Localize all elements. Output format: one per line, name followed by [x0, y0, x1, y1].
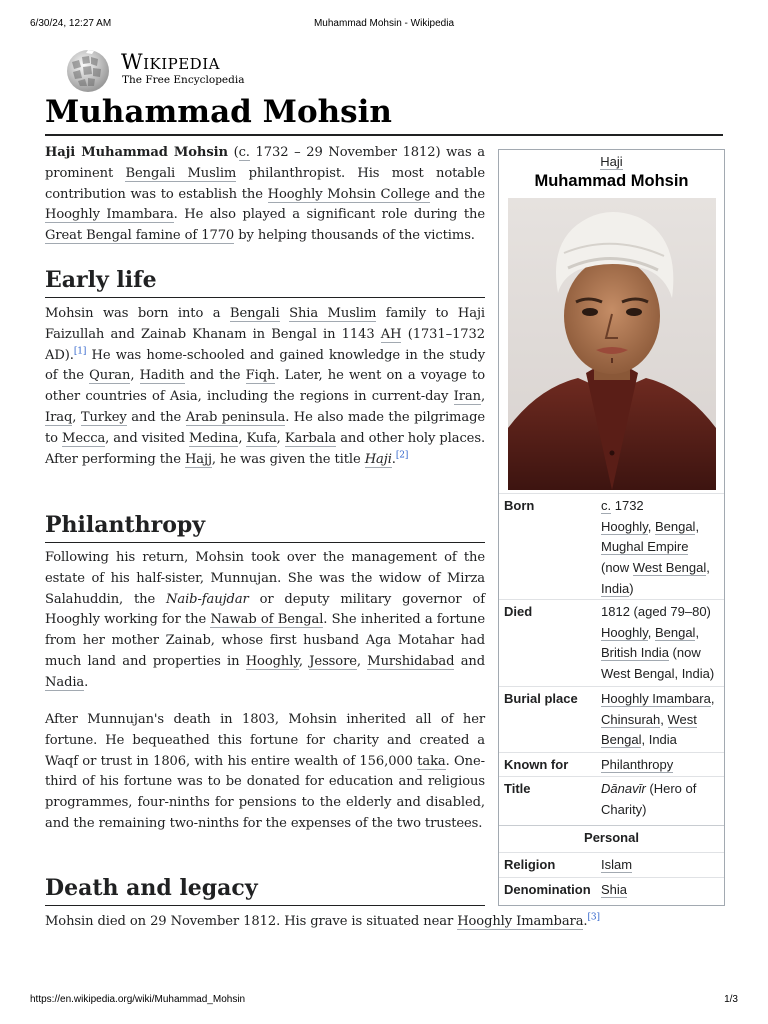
hooghly-link[interactable]: Hooghly — [245, 653, 299, 669]
born-india-link[interactable]: India — [601, 580, 630, 596]
kufa-link[interactable]: Kufa — [246, 430, 277, 446]
print-title: Muhammad Mohsin - Wikipedia — [313, 18, 455, 29]
born-value: c. 1732 Hooghly, Bengal, Mughal Empire (now West Bengal, India) — [601, 498, 710, 596]
infobox-title: Muhammad Mohsin — [534, 172, 689, 190]
philanthropy-paragraph-2: After Munnujan's death in 1803, Mohsin inherited all of her fortune. He bequeathed this fortune for charity and created a Waqf or trust in 1806, with his entire wealth of 156,000 taka. One-third of his fortune was to be donated for education and religious programmes, four-ninths for pensions to the elderly and disabled, and the remaining two-ninths for the expenses of the two trustees. — [45, 712, 485, 831]
taka-link[interactable]: taka — [417, 753, 446, 769]
born-hooghly-link[interactable]: Hooghly — [601, 518, 648, 534]
iraq-link[interactable]: Iraq — [45, 409, 73, 425]
infobox-row-died — [499, 599, 724, 686]
infobox-honorific — [499, 154, 724, 169]
infobox-row-religion — [499, 852, 724, 877]
chinsurah-link[interactable]: Chinsurah — [601, 711, 661, 727]
west-bengal-link[interactable]: West Bengal — [632, 560, 707, 576]
infobox-personal-header: Personal — [499, 825, 724, 850]
died-value: 1812 (aged 79–80) Hooghly, Bengal, British India (now West Bengal, India) — [601, 604, 715, 682]
died-hooghly-link[interactable]: Hooghly — [601, 624, 648, 640]
mughal-empire-link[interactable]: Mughal Empire — [601, 539, 689, 555]
turkey-link[interactable]: Turkey — [80, 409, 127, 425]
arab-peninsula-link[interactable]: Arab peninsula — [185, 409, 286, 425]
portrait-image[interactable] — [508, 198, 716, 490]
haji-link[interactable]: Haji — [364, 451, 392, 467]
bengal-famine-link[interactable]: Great Bengal famine of 1770 — [45, 228, 235, 244]
print-url: https://en.wikipedia.org/wiki/Muhammad_Mohsin — [30, 994, 246, 1005]
shia-muslim-link[interactable]: Shia Muslim — [289, 306, 377, 321]
shia-link[interactable]: Shia — [601, 882, 628, 897]
print-page-number: 1/3 — [724, 994, 738, 1005]
page-title: Muhammad Mohsin — [45, 93, 723, 136]
reference-3-link[interactable]: [3] — [587, 912, 600, 923]
died-bengal-link[interactable]: Bengal — [654, 624, 696, 640]
reference-2-link[interactable]: [2] — [395, 450, 409, 461]
born-label: Born — [504, 498, 535, 513]
wikipedia-wordmark[interactable]: Wikipedia — [121, 50, 220, 74]
burial-west-bengal-link[interactable]: West — [667, 711, 697, 727]
iran-link[interactable]: Iran — [453, 389, 481, 405]
denomination-label: Denomination — [504, 882, 591, 897]
globe-icon — [64, 48, 112, 94]
hooghly-imambara-grave-link[interactable]: Hooghly Imambara — [457, 914, 584, 929]
wikipedia-tagline: The Free Encyclopedia — [122, 74, 245, 86]
early-life-paragraph: Mohsin was born into a Bengali Shia Muslim family to Haji Faizullah and Zainab Khanam in Bengal in 1143 AH (1731–1732 AD).[1] He was home-schooled and gained knowledge in the study of the Quran, Hadith and the Fiqh. Later, he went on a voyage to other countries of Asia, including the regions in current-day Iran, Iraq, Turkey and the Arab peninsula. He also made the pilgrimage to Mecca, and visited Medina, Kufa, Karbala and other holy places. After performing the Hajj, he was given the title Haji.[2] — [45, 306, 486, 467]
infobox-row-title — [499, 776, 724, 822]
burial-label: Burial place — [504, 691, 578, 706]
print-datetime: 6/30/24, 12:27 AM — [30, 18, 112, 29]
circa-link[interactable]: c. — [238, 145, 250, 160]
karbala-link[interactable]: Karbala — [284, 430, 337, 446]
bengali-link[interactable]: Bengali — [229, 306, 280, 321]
born-bengal-link[interactable]: Bengal — [654, 518, 696, 534]
british-india-link[interactable]: British India — [601, 645, 669, 661]
medina-link[interactable]: Medina — [188, 430, 239, 446]
wikipedia-globe-logo[interactable] — [64, 48, 112, 94]
infobox — [498, 149, 725, 906]
ah-link[interactable]: AH — [380, 326, 402, 342]
reference-1-link[interactable]: [1] — [73, 346, 87, 357]
philanthropy-link[interactable]: Philanthropy — [601, 757, 674, 772]
quran-link[interactable]: Quran — [89, 368, 131, 384]
nawab-of-bengal-link[interactable]: Nawab of Bengal — [210, 612, 324, 628]
heading-philanthropy: Philanthropy — [45, 510, 485, 543]
infobox-row-denomination — [499, 877, 724, 904]
nadia-link[interactable]: Nadia — [45, 674, 85, 690]
philanthropy-paragraph-1: Following his return, Mohsin took over the management of the estate of his half-sister, Munnujan. She was the widow of Mirza Salahuddin, the Naib-faujdar or deputy military governor of Hooghly working for the Nawab of Bengal. She inherited a fortune from her mother Zainab, whose first husband Aga Motahar had much land and properties in Hooghly, Jessore, Murshidabad and Nadia. — [45, 550, 486, 690]
infobox-row-burial — [499, 686, 724, 752]
subject-name: Haji Muhammad Mohsin — [45, 145, 228, 160]
born-circa-link[interactable]: c. — [601, 498, 612, 513]
intro-paragraph: Haji Muhammad Mohsin (c. 1732 – 29 November 1812) was a prominent Bengali Muslim philanthropist. His most notable contribution was to establish the Hooghly Mohsin College and the Hooghly Imambara. He also played a significant role during the Great Bengal famine of 1770 by helping thousands of the victims. — [45, 145, 485, 244]
hadith-link[interactable]: Hadith — [139, 368, 185, 384]
death-paragraph: Mohsin died on 29 November 1812. His grave is situated near Hooghly Imambara.[3] — [45, 912, 600, 929]
infobox-row-known-for — [499, 752, 724, 776]
title-value: Dānavīr (Hero of Charity) — [601, 781, 697, 817]
bengali-muslim-link[interactable]: Bengali Muslim — [125, 165, 237, 181]
heading-death-and-legacy: Death and legacy — [45, 873, 485, 906]
known-for-label: Known for — [504, 757, 569, 772]
heading-early-life: Early life — [45, 265, 485, 298]
murshidabad-link[interactable]: Murshidabad — [367, 653, 455, 669]
religion-label: Religion — [504, 857, 556, 872]
islam-link[interactable]: Islam — [601, 857, 633, 872]
burial-value: Hooghly Imambara, Chinsurah, West Bengal, India — [601, 691, 715, 748]
infobox-row-born — [499, 493, 724, 599]
title-label: Title — [504, 781, 531, 796]
mecca-link[interactable]: Mecca — [62, 430, 106, 446]
haji-honorific-link[interactable]: Haji — [600, 154, 623, 169]
jessore-link[interactable]: Jessore — [309, 653, 357, 669]
burial-bengal-link[interactable]: Bengal — [601, 732, 642, 748]
burial-imambara-link[interactable]: Hooghly Imambara — [601, 691, 711, 706]
hooghly-imambara-link[interactable]: Hooghly Imambara — [45, 207, 174, 223]
died-label: Died — [504, 604, 533, 619]
hooghly-mohsin-college-link[interactable]: Hooghly Mohsin College — [267, 186, 430, 202]
fiqh-link[interactable]: Fiqh — [245, 368, 276, 384]
hajj-link[interactable]: Hajj — [184, 451, 212, 467]
